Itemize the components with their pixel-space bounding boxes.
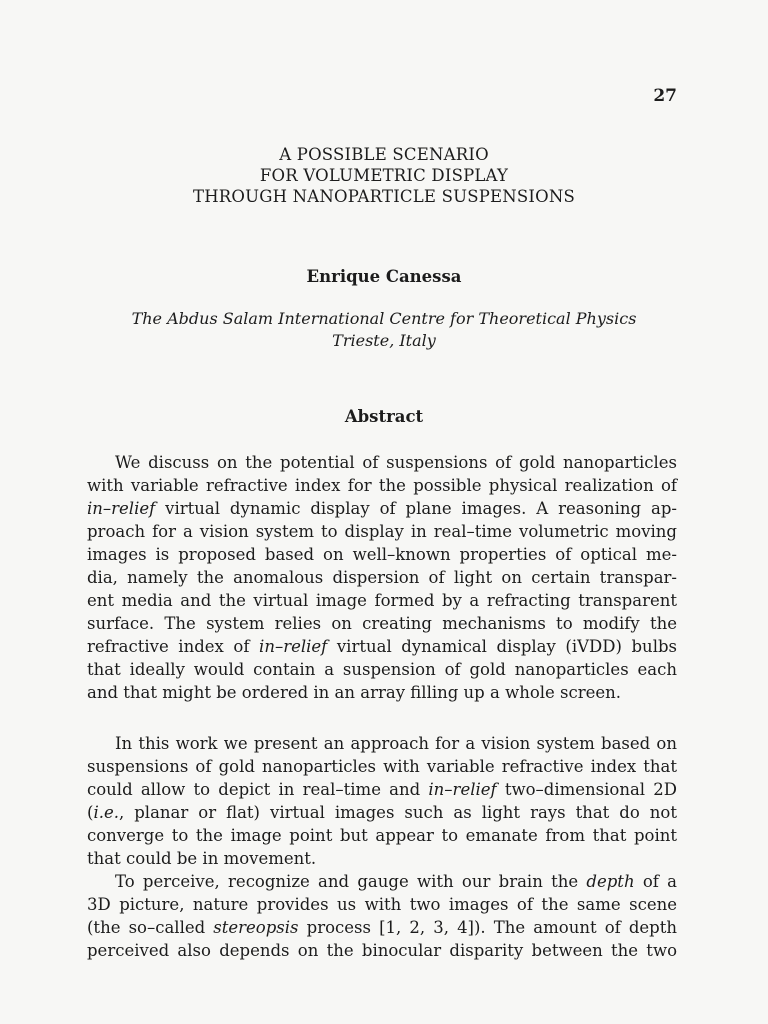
abstract-line	[87, 497, 677, 520]
body-line-text: (the so–called	[87, 918, 214, 937]
abstract-line: proach for a vision system to display in real–time volumetric moving	[87, 522, 677, 541]
body-line	[87, 870, 677, 893]
title-line-1: A POSSIBLE SCENARIO	[279, 145, 489, 164]
body-line-text: two–dimensional 2D	[496, 780, 678, 799]
abstract-paragraph	[87, 451, 677, 704]
abstract-line-text: virtual dynamical display (iVDD) bulbs	[327, 637, 677, 656]
body-line	[87, 916, 677, 939]
abstract-line-text: virtual dynamic display of plane images. A reasoning ap-	[155, 499, 677, 518]
affiliation-line-1: The Abdus Salam International Centre for Theoretical Physics	[131, 309, 637, 328]
affiliation-line-2: Trieste, Italy	[332, 331, 436, 350]
body-line-text: To perceive, recognize and gauge with our brain the	[115, 872, 587, 891]
body-line-text: could allow to depict in real–time and	[87, 780, 429, 799]
author-affiliation	[0, 308, 768, 352]
body-line-text: , planar or flat) virtual images such as light rays that do not	[118, 803, 677, 822]
title-line-3: THROUGH NANOPARTICLE SUSPENSIONS	[192, 187, 575, 206]
emphasis-text: depth	[586, 872, 635, 891]
body-line-text: process [1, 2, 3, 4]). The amount of depth	[298, 918, 677, 937]
body-text	[87, 732, 677, 962]
author-name: Enrique Canessa	[306, 267, 462, 286]
emphasis-text: in–relief	[87, 499, 156, 518]
emphasis-text: i.e.	[93, 803, 119, 822]
abstract-line	[87, 635, 677, 658]
body-line	[87, 801, 677, 824]
body-line: that could be in movement.	[87, 849, 317, 868]
body-line	[87, 778, 677, 801]
body-line-text: (	[87, 803, 94, 822]
abstract-line-text: refractive index of	[87, 637, 260, 656]
paper-title	[0, 144, 768, 207]
abstract-line: We discuss on the potential of suspensions of gold nanoparticles	[115, 453, 677, 472]
abstract-line: images is proposed based on well–known properties of optical me-	[87, 545, 677, 564]
abstract-line: and that might be ordered in an array filling up a whole screen.	[87, 683, 622, 702]
abstract-line: ent media and the virtual image formed by a refracting transparent	[87, 591, 677, 610]
page-number: 27	[653, 86, 677, 106]
abstract-line: surface. The system relies on creating mechanisms to modify the	[87, 614, 677, 633]
abstract-line: that ideally would contain a suspension of gold nanoparticles each	[87, 660, 677, 679]
body-line: suspensions of gold nanoparticles with variable refractive index that	[87, 757, 677, 776]
emphasis-text: in–relief	[428, 780, 497, 799]
emphasis-text: in–relief	[259, 637, 328, 656]
abstract-line: with variable refractive index for the possible physical realization of	[87, 476, 677, 495]
body-line: converge to the image point but appear to emanate from that point	[87, 826, 677, 845]
body-line: In this work we present an approach for a vision system based on	[115, 734, 677, 753]
abstract-line: dia, namely the anomalous dispersion of light on certain transpar-	[87, 568, 677, 587]
body-line-text: of a	[634, 872, 678, 891]
emphasis-text: stereopsis	[213, 918, 299, 937]
body-line: perceived also depends on the binocular disparity between the two	[87, 941, 677, 960]
abstract-heading: Abstract	[344, 407, 424, 426]
title-line-2: FOR VOLUMETRIC DISPLAY	[259, 166, 509, 185]
body-line: 3D picture, nature provides us with two images of the same scene	[87, 895, 677, 914]
